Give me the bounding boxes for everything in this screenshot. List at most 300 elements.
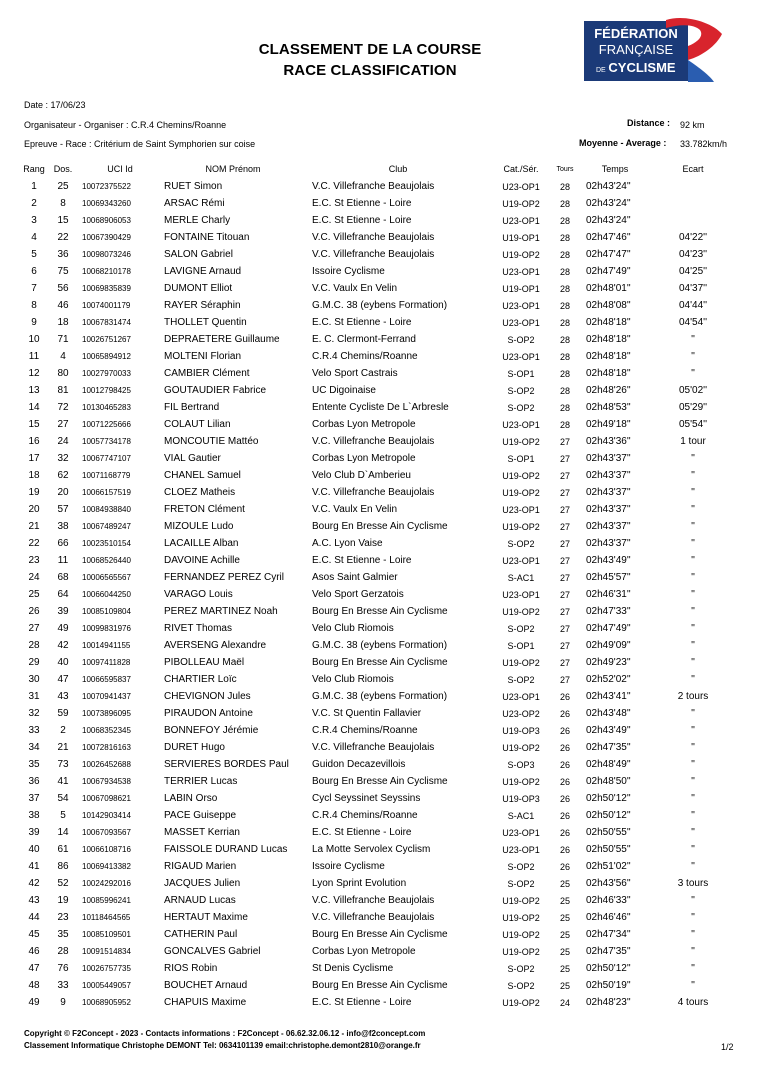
cell-laps: 27: [559, 504, 570, 515]
cell-rank: 38: [28, 810, 40, 821]
cell-bib: 62: [57, 470, 69, 481]
cell-rider-name: MASSET Kerrian: [164, 827, 240, 838]
cell-laps: 28: [559, 266, 570, 277]
cell-rider-name: CAMBIER Clément: [164, 368, 250, 379]
cell-uci-id: 10065894912: [82, 352, 131, 361]
cell-category: U23-OP1: [502, 317, 540, 328]
table-row: [22, 960, 734, 977]
cell-gap: '': [691, 606, 695, 617]
cell-laps: 25: [559, 912, 570, 923]
table-row: [22, 331, 734, 348]
cell-uci-id: 10097411828: [82, 658, 131, 667]
cell-rank: 33: [28, 725, 40, 736]
cell-club: A.C. Lyon Vaise: [312, 538, 383, 549]
cell-uci-id: 10085996241: [82, 896, 131, 905]
cell-rider-name: MERLE Charly: [164, 215, 231, 226]
cell-bib: 18: [57, 317, 69, 328]
cell-rider-name: RIVET Thomas: [164, 623, 232, 634]
table-row: [22, 501, 734, 518]
cell-category: U23-OP1: [502, 266, 540, 277]
col-temps: Temps: [601, 164, 629, 174]
cell-laps: 26: [559, 759, 570, 770]
cell-uci-id: 10014941155: [82, 641, 131, 650]
cell-club: C.R.4 Chemins/Roanne: [312, 351, 418, 362]
cell-bib: 22: [57, 232, 69, 243]
cell-gap: '': [691, 844, 695, 855]
cell-uci-id: 10066595837: [82, 675, 131, 684]
cell-club: V.C. Villefranche Beaujolais: [312, 249, 435, 260]
cell-gap: 04'23'': [679, 249, 707, 260]
cell-category: S-OP2: [507, 385, 535, 396]
cell-category: U19-OP1: [502, 232, 540, 243]
cell-rider-name: RIOS Robin: [164, 963, 218, 974]
classification-table: [22, 160, 734, 1011]
cell-time: 02h49'09'': [586, 640, 631, 651]
cell-gap: '': [691, 351, 695, 362]
table-row: [22, 450, 734, 467]
cell-category: U23-OP1: [502, 215, 540, 226]
cell-uci-id: 10069413382: [82, 862, 131, 871]
cell-rider-name: FONTAINE Titouan: [164, 232, 250, 243]
cell-rider-name: BONNEFOY Jérémie: [164, 725, 259, 736]
cell-bib: 25: [57, 181, 69, 192]
table-row: [22, 671, 734, 688]
footer-contact: Classement Informatique Christophe DEMONT Tel: 0634101139 email:christophe.demont2810@orange.fr: [24, 1041, 421, 1050]
cell-gap: '': [691, 725, 695, 736]
cell-rider-name: MIZOULE Ludo: [164, 521, 234, 532]
table-row: [22, 382, 734, 399]
cell-category: S-OP2: [507, 674, 535, 685]
cell-rider-name: FERNANDEZ PEREZ Cyril: [164, 572, 285, 583]
cell-club: Bourg En Bresse Ain Cyclisme: [312, 980, 448, 991]
cell-rider-name: FIL Bertrand: [164, 402, 220, 413]
cell-rider-name: VIAL Gautier: [164, 453, 221, 464]
cell-gap: [652, 212, 734, 229]
cell-time: 02h47'49'': [586, 623, 631, 634]
logo-blue-swoosh: [688, 60, 714, 82]
cell-rider-name: PIBOLLEAU Maël: [164, 657, 245, 668]
cell-club: E. C. Clermont-Ferrand: [312, 334, 416, 345]
cell-rank: 2: [31, 198, 37, 209]
cell-rider-name: COLAUT Lilian: [164, 419, 231, 430]
table-row: [22, 739, 734, 756]
cell-rank: 4: [31, 232, 37, 243]
table-row: [22, 586, 734, 603]
table-row: [22, 603, 734, 620]
cell-laps: 26: [559, 725, 570, 736]
cell-gap: '': [691, 776, 695, 787]
cell-rider-name: GONCALVES Gabriel: [164, 946, 261, 957]
cell-club: V.C. Villefranche Beaujolais: [312, 912, 435, 923]
cell-bib: 9: [60, 997, 66, 1008]
cell-rider-name: CHAPUIS Maxime: [164, 997, 247, 1008]
race-organiser: Organisateur - Organiser : C.R.4 Chemins/Roanne: [24, 120, 227, 130]
race-date: Date : 17/06/23: [24, 100, 86, 110]
cell-rank: 16: [28, 436, 40, 447]
cell-laps: 28: [559, 283, 570, 294]
cell-time: 02h48'18'': [586, 317, 631, 328]
cell-rider-name: RUET Simon: [164, 181, 223, 192]
cell-category: U23-OP1: [502, 504, 540, 515]
table-row: [22, 467, 734, 484]
cell-gap: '': [691, 895, 695, 906]
cell-gap: 04'22'': [679, 232, 707, 243]
cell-laps: 28: [559, 215, 570, 226]
table-row: [22, 178, 734, 195]
cell-uci-id: 10091514834: [82, 947, 131, 956]
cell-laps: 28: [559, 368, 570, 379]
cell-club: Velo Club Riomois: [312, 623, 394, 634]
cell-rank: 45: [28, 929, 40, 940]
table-row: [22, 824, 734, 841]
cell-rider-name: FRETON Clément: [164, 504, 245, 515]
col-cat: Cat./Sér.: [503, 164, 539, 174]
cell-gap: '': [691, 504, 695, 515]
cell-time: 02h48'01'': [586, 283, 631, 294]
cell-uci-id: 10098073246: [82, 250, 131, 259]
cell-rank: 6: [31, 266, 37, 277]
cell-club: V.C. St Quentin Fallavier: [312, 708, 422, 719]
cell-category: S-OP2: [507, 980, 535, 991]
cell-rank: 24: [28, 572, 40, 583]
cell-club: Corbas Lyon Metropole: [312, 453, 416, 464]
cell-laps: 25: [559, 980, 570, 991]
cell-time: 02h43'24'': [586, 198, 631, 209]
cell-gap: '': [691, 487, 695, 498]
cell-category: S-OP2: [507, 861, 535, 872]
cell-rider-name: CHANEL Samuel: [164, 470, 241, 481]
cell-club: Velo Club D`Amberieu: [312, 470, 411, 481]
cell-category: U19-OP2: [502, 776, 540, 787]
cell-category: S-OP2: [507, 878, 535, 889]
cell-rider-name: ARSAC Rémi: [164, 198, 225, 209]
cell-gap: '': [691, 589, 695, 600]
cell-laps: 28: [559, 317, 570, 328]
cell-bib: 86: [57, 861, 69, 872]
cell-laps: 28: [559, 232, 570, 243]
cell-time: 02h48'26'': [586, 385, 631, 396]
cell-rank: 9: [31, 317, 37, 328]
table-header-row: [22, 160, 734, 178]
cell-time: 02h43'37'': [586, 453, 631, 464]
cell-time: 02h48'08'': [586, 300, 631, 311]
cell-gap: '': [691, 793, 695, 804]
cell-time: 02h46'46'': [586, 912, 631, 923]
cell-category: S-OP1: [507, 453, 535, 464]
cell-uci-id: 10067831474: [82, 318, 131, 327]
cell-bib: 32: [57, 453, 69, 464]
cell-time: 02h43'49'': [586, 555, 631, 566]
ffc-logo-graphic: [584, 16, 726, 84]
cell-time: 02h47'47'': [586, 249, 631, 260]
cell-uci-id: 10067093567: [82, 828, 131, 837]
cell-rank: 19: [28, 487, 40, 498]
cell-bib: 23: [57, 912, 69, 923]
cell-club: Asos Saint Galmier: [312, 572, 398, 583]
cell-uci-id: 10068905952: [82, 998, 131, 1007]
footer-copyright: Copyright © F2Concept - 2023 - Contacts informations : F2Concept - 06.62.32.06.12 - info@f2concept.com: [24, 1029, 426, 1038]
cell-gap: '': [691, 640, 695, 651]
table-row: [22, 433, 734, 450]
cell-gap: '': [691, 521, 695, 532]
cell-club: Entente Cycliste De L`Arbresle: [312, 402, 449, 413]
cell-rank: 49: [28, 997, 40, 1008]
col-nom: NOM Prénom: [205, 164, 261, 174]
cell-club: V.C. Villefranche Beaujolais: [312, 895, 435, 906]
cell-uci-id: 10024292016: [82, 879, 131, 888]
table-row: [22, 977, 734, 994]
table-row: [22, 688, 734, 705]
table-row: [22, 926, 734, 943]
cell-time: 02h50'12'': [586, 810, 631, 821]
cell-rank: 46: [28, 946, 40, 957]
cell-gap: 04'37'': [679, 283, 707, 294]
cell-category: U19-OP2: [502, 895, 540, 906]
cell-category: S-OP2: [507, 402, 535, 413]
table-row: [22, 229, 734, 246]
cell-bib: 57: [57, 504, 69, 515]
distance-value: 92 km: [680, 120, 705, 130]
cell-time: 02h50'12'': [586, 793, 631, 804]
cell-bib: 81: [57, 385, 69, 396]
cell-category: U19-OP2: [502, 249, 540, 260]
cell-gap: 4 tours: [677, 997, 709, 1008]
table-row: [22, 535, 734, 552]
cell-bib: 14: [57, 827, 69, 838]
cell-rank: 14: [28, 402, 40, 413]
table-row: [22, 756, 734, 773]
cell-rider-name: THOLLET Quentin: [164, 317, 247, 328]
cell-laps: 26: [559, 861, 570, 872]
cell-time: 02h43'36'': [586, 436, 631, 447]
cell-rank: 21: [28, 521, 40, 532]
cell-rank: 17: [28, 453, 40, 464]
cell-bib: 39: [57, 606, 69, 617]
cell-rider-name: AVERSENG Alexandre: [164, 640, 267, 651]
cell-bib: 38: [57, 521, 69, 532]
cell-club: V.C. Villefranche Beaujolais: [312, 232, 435, 243]
table-row: [22, 348, 734, 365]
cell-rank: 25: [28, 589, 40, 600]
cell-category: S-OP3: [507, 759, 535, 770]
cell-rider-name: CATHERIN Paul: [164, 929, 238, 940]
logo-text-3: CYCLISME: [608, 60, 676, 75]
cell-uci-id: 10027970033: [82, 369, 131, 378]
cell-uci-id: 10073896095: [82, 709, 131, 718]
table-row: [22, 297, 734, 314]
cell-laps: 27: [559, 674, 570, 685]
cell-rider-name: RAYER Séraphin: [164, 300, 241, 311]
cell-uci-id: 10057734178: [82, 437, 131, 446]
cell-laps: 28: [559, 300, 570, 311]
cell-gap: '': [691, 708, 695, 719]
table-row: [22, 620, 734, 637]
cell-gap: 05'29'': [679, 402, 707, 413]
cell-laps: 25: [559, 963, 570, 974]
cell-rank: 44: [28, 912, 40, 923]
cell-rank: 1: [31, 181, 37, 192]
cell-category: S-AC1: [507, 572, 535, 583]
cell-bib: 36: [57, 249, 69, 260]
cell-time: 02h47'46'': [586, 232, 631, 243]
cell-gap: '': [691, 980, 695, 991]
cell-rank: 47: [28, 963, 40, 974]
cell-category: U23-OP1: [502, 555, 540, 566]
cell-rank: 43: [28, 895, 40, 906]
cell-club: V.C. Villefranche Beaujolais: [312, 181, 435, 192]
table-row: [22, 637, 734, 654]
cell-category: U23-OP1: [502, 300, 540, 311]
cell-uci-id: 10071225666: [82, 420, 131, 429]
cell-gap: '': [691, 555, 695, 566]
table-row: [22, 365, 734, 382]
cell-category: U23-OP1: [502, 419, 540, 430]
cell-club: Velo Sport Gerzatois: [312, 589, 404, 600]
cell-category: U23-OP1: [502, 181, 540, 192]
cell-bib: 52: [57, 878, 69, 889]
cell-rider-name: LAVIGNE Arnaud: [164, 266, 242, 277]
cell-category: U19-OP3: [502, 725, 540, 736]
cell-time: 02h51'02'': [586, 861, 631, 872]
cell-rider-name: LABIN Orso: [164, 793, 218, 804]
cell-laps: 25: [559, 929, 570, 940]
cell-bib: 66: [57, 538, 69, 549]
cell-uci-id: 10068526440: [82, 556, 131, 565]
cell-laps: 26: [559, 827, 570, 838]
cell-laps: 27: [559, 657, 570, 668]
cell-rank: 20: [28, 504, 40, 515]
cell-time: 02h43'41'': [586, 691, 631, 702]
cell-gap: '': [691, 470, 695, 481]
cell-time: 02h48'50'': [586, 776, 631, 787]
cell-time: 02h43'37'': [586, 470, 631, 481]
cell-laps: 26: [559, 810, 570, 821]
cell-club: Corbas Lyon Metropole: [312, 419, 416, 430]
cell-bib: 28: [57, 946, 69, 957]
cell-club: La Motte Servolex Cyclism: [312, 844, 431, 855]
cell-bib: 72: [57, 402, 69, 413]
cell-rank: 8: [31, 300, 37, 311]
cell-club: Lyon Sprint Evolution: [312, 878, 407, 889]
cell-rank: 39: [28, 827, 40, 838]
cell-laps: 27: [559, 572, 570, 583]
cell-uci-id: 10067390429: [82, 233, 131, 242]
cell-category: U19-OP2: [502, 521, 540, 532]
cell-category: S-AC1: [507, 810, 535, 821]
cell-gap: 3 tours: [677, 878, 709, 889]
cell-laps: 26: [559, 793, 570, 804]
cell-bib: 41: [57, 776, 69, 787]
cell-category: U23-OP2: [502, 708, 540, 719]
cell-uci-id: 10072816163: [82, 743, 131, 752]
logo-text-de: DE: [596, 67, 606, 74]
cell-rank: 3: [31, 215, 37, 226]
col-ecart: Ecart: [682, 164, 704, 174]
table-row: [22, 195, 734, 212]
cell-gap: 04'54'': [679, 317, 707, 328]
distance-label: Distance :: [627, 118, 671, 128]
cell-time: 02h50'55'': [586, 827, 631, 838]
cell-uci-id: 10068210178: [82, 267, 131, 276]
cell-rider-name: DEPRAETERE Guillaume: [164, 334, 280, 345]
table-row: [22, 705, 734, 722]
cell-category: S-OP2: [507, 963, 535, 974]
cell-club: Bourg En Bresse Ain Cyclisme: [312, 521, 448, 532]
cell-time: 02h47'35'': [586, 946, 631, 957]
cell-bib: 73: [57, 759, 69, 770]
table-row: [22, 858, 734, 875]
cell-uci-id: 10071168779: [82, 471, 131, 480]
cell-laps: 27: [559, 589, 570, 600]
cell-gap: '': [691, 674, 695, 685]
cell-category: S-OP2: [507, 334, 535, 345]
cell-rider-name: PIRAUDON Antoine: [164, 708, 253, 719]
cell-bib: 19: [57, 895, 69, 906]
cell-category: U23-OP1: [502, 827, 540, 838]
cell-time: 02h49'23'': [586, 657, 631, 668]
cell-rider-name: DAVOINE Achille: [164, 555, 240, 566]
cell-rank: 15: [28, 419, 40, 430]
cell-category: U19-OP2: [502, 912, 540, 923]
cell-uci-id: 10026452688: [82, 760, 131, 769]
col-dos: Dos.: [53, 164, 73, 174]
cell-gap: 05'54'': [679, 419, 707, 430]
logo-text-2: FRANÇAISE: [598, 42, 674, 57]
cell-time: 02h46'33'': [586, 895, 631, 906]
cell-rider-name: VARAGO Louis: [164, 589, 233, 600]
cell-rider-name: CHARTIER Loïc: [164, 674, 237, 685]
cell-club: Guidon Decazevillois: [312, 759, 406, 770]
cell-laps: 26: [559, 776, 570, 787]
cell-rider-name: BOUCHET Arnaud: [164, 980, 248, 991]
cell-rider-name: HERTAUT Maxime: [164, 912, 248, 923]
cell-rank: 40: [28, 844, 40, 855]
cell-time: 02h47'49'': [586, 266, 631, 277]
cell-club: Velo Sport Castrais: [312, 368, 398, 379]
cell-laps: 27: [559, 487, 570, 498]
page-subtitle: RACE CLASSIFICATION: [283, 62, 457, 79]
cell-rank: 27: [28, 623, 40, 634]
cell-rider-name: MONCOUTIE Mattéo: [164, 436, 259, 447]
cell-rank: 13: [28, 385, 40, 396]
cell-rider-name: GOUTAUDIER Fabrice: [164, 385, 267, 396]
cell-bib: 56: [57, 283, 69, 294]
cell-category: U19-OP2: [502, 198, 540, 209]
table-row: [22, 994, 734, 1011]
cell-club: Bourg En Bresse Ain Cyclisme: [312, 776, 448, 787]
cell-uci-id: 10085109804: [82, 607, 131, 616]
cell-bib: 59: [57, 708, 69, 719]
cell-uci-id: 10026757735: [82, 964, 131, 973]
cell-time: 02h50'19'': [586, 980, 631, 991]
table-row: [22, 263, 734, 280]
table-row: [22, 569, 734, 586]
cell-gap: '': [691, 453, 695, 464]
cell-uci-id: 10067098621: [82, 794, 131, 803]
cell-gap: '': [691, 759, 695, 770]
cell-category: U23-OP1: [502, 589, 540, 600]
cell-category: U19-OP2: [502, 946, 540, 957]
table-row: [22, 484, 734, 501]
cell-category: U23-OP1: [502, 844, 540, 855]
cell-laps: 28: [559, 419, 570, 430]
cell-rank: 22: [28, 538, 40, 549]
cell-gap: '': [691, 538, 695, 549]
cell-category: U19-OP2: [502, 436, 540, 447]
cell-gap: '': [691, 912, 695, 923]
cell-club: Cycl Seyssinet Seyssins: [312, 793, 421, 804]
cell-uci-id: 10067934538: [82, 777, 131, 786]
